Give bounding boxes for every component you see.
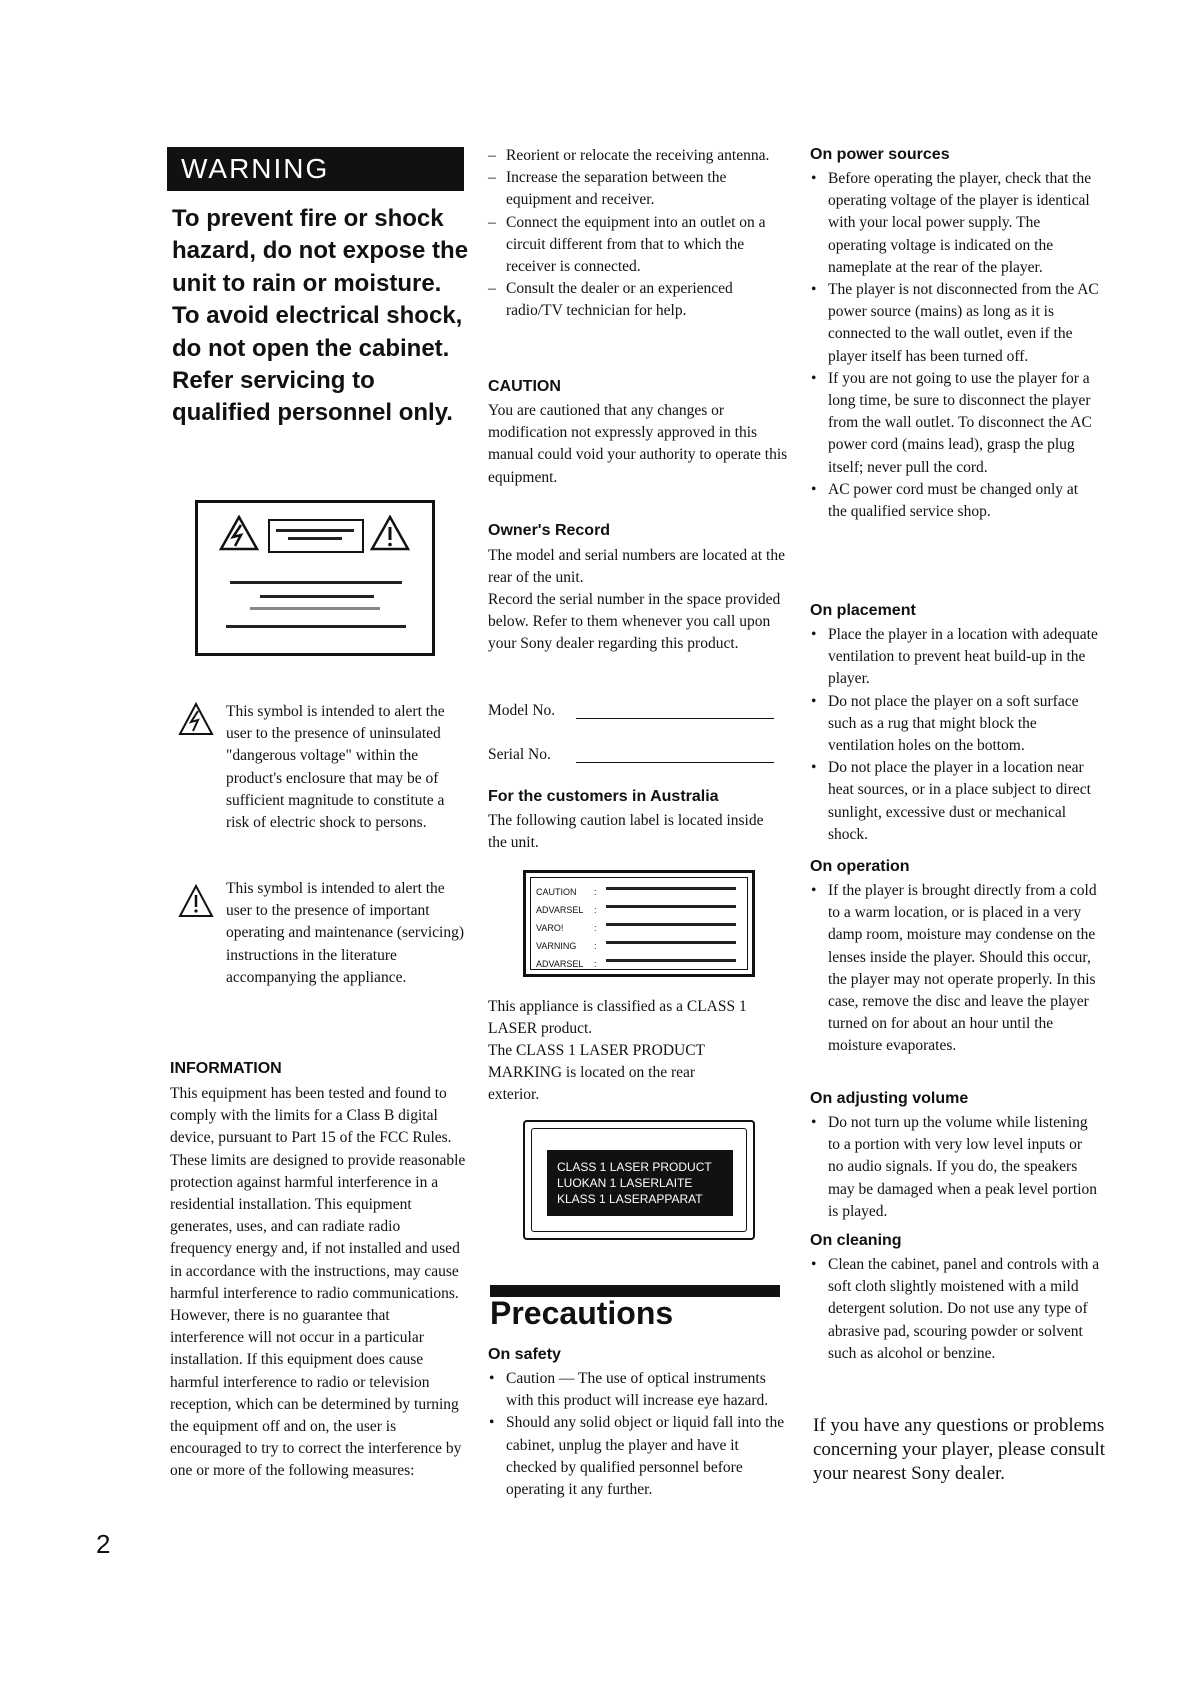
exclamation-triangle-icon [370,515,410,551]
list-item: – Increase the separation between the equipment and receiver. [488,167,778,211]
list-item: • Place the player in a location with adequate ventilation to prevent heat build-up in the player. [810,624,1100,691]
closing-note: If you have any questions or problems concerning your player, please consult your nearest Sony dealer. [813,1415,1106,1484]
owners-record-heading: Owner's Record [488,522,611,539]
model-number-line [576,718,774,719]
owners-record-body-2: Record the serial number in the space provided below. Refer to them whenever you call upon your Sony dealer regarding this product. [488,591,781,653]
list-item: • Clean the cabinet, panel and controls with a soft cloth slightly moistened with a mild detergent solution. Do not use any type of abrasive pad, scouring powder or solvent such as alcohol or benzine. [810,1254,1100,1365]
list-item: • Do not turn up the volume while listening to a portion with very low level inputs or no audio signals. If you do, the speakers may be damaged when a peak level portion is played. [810,1112,1100,1223]
on-placement-list [810,624,1100,846]
list-item: • Do not place the player on a soft surface such as a rug that might block the ventilation holes on the bottom. [810,691,1100,758]
australia-heading: For the customers in Australia [488,788,719,805]
serial-number-label: Serial No. [488,746,551,763]
owners-record-body-1: The model and serial numbers are located at the rear of the unit. [488,547,785,587]
laser-class-body-2: The CLASS 1 LASER PRODUCT MARKING is located on the rear exterior. [488,1042,705,1104]
laser-label-line: CLASS 1 LASER PRODUCT [557,1160,712,1174]
lightning-triangle-icon [178,702,214,736]
list-item: – Connect the equipment into an outlet on a circuit different from that to which the receiver is connected. [488,212,778,279]
on-safety-heading: On safety [488,1346,561,1363]
label-center-box [268,519,364,553]
list-item: – Reorient or relocate the receiving antenna. [488,145,778,167]
on-operation-heading: On operation [810,858,910,875]
on-safety-list [488,1368,788,1501]
australia-caution-label: CAUTION ADVARSEL VARO! VARNING ADVARSEL : : : : : [523,870,755,977]
label-row: CAUTION ADVARSEL VARO! VARNING ADVARSEL [536,887,584,969]
lightning-symbol-text: This symbol is intended to alert the user to the presence of uninsulated "dangerous voltage" within the product's enclosure that may be of sufficient magnitude to constitute a risk of electric shock to persons. [226,703,445,832]
lightning-triangle-icon [219,515,259,551]
list-item: • If the player is brought directly from a cold to a warm location, or is placed in a very damp room, moisture may condense on the lenses inside the player. Should this occur, the player may not operate properly. In this case, remove the disc and leave the player turned on for about an hour until the moisture evaporates. [810,880,1100,1058]
caution-heading: CAUTION [488,378,561,395]
information-body: This equipment has been tested and found to comply with the limits for a Class B digital device, pursuant to Part 15 of the FCC Rules. These limits are designed to provide reasonable protection against harmful interference in a residential installation. This equipment generates, uses, and can radiate radio frequency energy and, if not installed and used in accordance with the instructions, may cause harmful interference to radio communications. However, there is no guarantee that interference will not occur in a particular installation. If this equipment does cause harmful interference to radio or television reception, which can be determined by turning the equipment off and on, the user is encouraged to try to correct the interference by one or more of the following measures: [170,1085,466,1480]
australia-body: The following caution label is located inside the unit. [488,812,764,852]
warning-banner: WARNING [167,147,464,191]
list-item: • Caution — The use of optical instruments with this product will increase eye hazard. [488,1368,788,1412]
laser-label-line: LUOKAN 1 LASERLAITE [557,1176,693,1190]
model-number-label: Model No. [488,702,556,719]
list-item: • The player is not disconnected from the AC power source (mains) as long as it is connected to the wall outlet, even if the player itself has been turned off. [810,279,1100,368]
on-adjusting-volume-heading: On adjusting volume [810,1090,969,1107]
page-number: 2 [96,1529,111,1559]
warning-statement-1: To prevent fire or shock hazard, do not expose the unit to rain or moisture. [172,205,469,297]
warning-statement [172,203,472,430]
on-power-sources-heading: On power sources [810,146,950,163]
list-item: • Before operating the player, check that the operating voltage of the player is identical with your local power supply. The operating voltage is indicated on the nameplate at the rear of the player. [810,168,1100,279]
list-item: • Should any solid object or liquid fall into the cabinet, unplug the player and have it checked by qualified personnel before operating it any further. [488,1412,788,1501]
warning-statement-2: To avoid electrical shock, do not open the cabinet. Refer servicing to qualified personnel only. [172,302,463,427]
exclamation-symbol-text: This symbol is intended to alert the user to the presence of important operating and maintenance (servicing) instructions in the literature accompanying the appliance. [226,880,464,986]
serial-number-line [576,762,774,763]
on-placement-heading: On placement [810,602,916,619]
on-cleaning-heading: On cleaning [810,1232,902,1249]
on-power-sources-list [810,168,1100,523]
interference-measures-list [488,145,778,323]
list-item: • Do not place the player in a location near heat sources, or in a place subject to direct sunlight, excessive dust or mechanical shock. [810,757,1100,846]
on-adjusting-volume-list [810,1112,1100,1223]
laser-label-line: KLASS 1 LASERAPPARAT [557,1192,703,1206]
on-cleaning-list [810,1254,1100,1365]
information-heading: INFORMATION [170,1060,282,1077]
list-item: • AC power cord must be changed only at the qualified service shop. [810,479,1100,523]
laser-product-label [523,1120,755,1240]
exclamation-triangle-icon [178,884,214,918]
precautions-title: Precautions [490,1295,674,1331]
list-item: – Consult the dealer or an experienced radio/TV technician for help. [488,278,778,322]
caution-body: You are cautioned that any changes or modification not expressly approved in this manual could void your authority to operate this equipment. [488,402,788,486]
list-item: • If you are not going to use the player for a long time, be sure to disconnect the player from the wall outlet. To disconnect the AC power cord (mains lead), grasp the plug itself; never pull the cord. [810,368,1100,479]
caution-label-image [195,500,435,656]
laser-class-body-1: This appliance is classified as a CLASS 1 LASER product. [488,998,747,1038]
on-operation-list [810,880,1100,1058]
